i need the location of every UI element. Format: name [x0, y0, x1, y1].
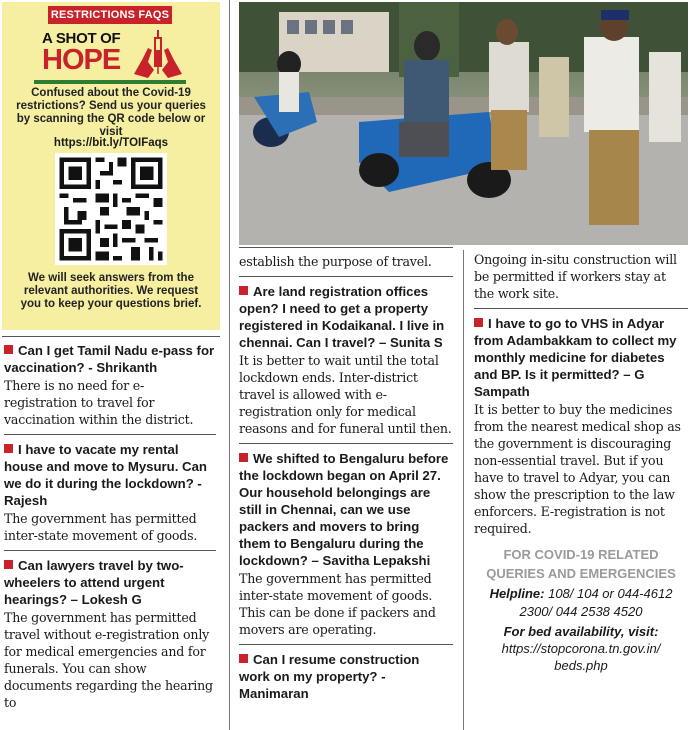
bullet-square-icon [239, 286, 248, 295]
column-rule [2, 336, 220, 337]
answer: The government has permitted inter-state movement of goods. [4, 511, 198, 543]
bullet-square-icon [4, 560, 13, 569]
bullet-square-icon [239, 453, 248, 462]
column-divider [229, 0, 230, 730]
question: I have to go to VHS in Adyar from Adambakkam to collect my monthly medicine for diabetes and BP. Is it permitted? – G Sampath [474, 316, 677, 399]
bullet-square-icon [239, 654, 248, 663]
faq-separator [239, 276, 453, 277]
vaccine-hands-icon [128, 30, 188, 80]
column-rule [239, 247, 453, 248]
beds-info [474, 623, 688, 674]
helpline-numbers: 108/ 104 or 044-4612 2300/ 044 2538 4520 [519, 586, 673, 619]
promo-divider [34, 80, 186, 84]
question: We shifted to Bengaluru before the lockdown began on April 27. Our household belongings are still in Chennai, can we use packers and movers to bring them to Bengaluru during the lockdown? – Savitha Lepakshi [239, 451, 449, 568]
helpline-heading: FOR COVID-19 RELATED QUERIES AND EMERGENCIES [486, 547, 676, 581]
beds-label: For bed availability, visit: [503, 624, 659, 639]
street-checkpoint-photo [239, 2, 688, 245]
promo-tag: RESTRICTIONS FAQS [48, 6, 172, 24]
promo-footer-text: We will seek answers from the relevant authorities. We request you to keep your questions brief. [20, 272, 202, 310]
answer: There is no need for e-registration to travel for vaccination within the district. [4, 378, 194, 427]
answer: The government has permitted inter-state movement of goods. This can be done if packers and movers are operating. [239, 571, 436, 637]
bullet-square-icon [474, 318, 483, 327]
faq-separator [239, 443, 453, 444]
answer: It is better to wait until the total lockdown ends. Inter-district travel is allowed with e-registration only for medical reasons and for funeral until then. [239, 353, 452, 436]
question: Can I get Tamil Nadu e-pass for vaccination? - Shrikanth [4, 343, 215, 375]
faq-separator [239, 644, 453, 645]
promo-title-line2: HOPE [42, 44, 121, 76]
qr-code-icon[interactable] [55, 153, 167, 265]
faq-separator [4, 434, 216, 435]
faq-column-1 [4, 342, 216, 711]
beds-url-link[interactable]: https://stopcorona.tn.gov.in/ beds.php [501, 641, 661, 673]
helpline-label: Helpline: [489, 586, 545, 601]
promo-intro-text: Confused about the Covid-19 restrictions? Send us your queries by scanning the QR code below or visit [16, 87, 206, 138]
question: Can I resume construction work on my property? - Manimaran [239, 652, 420, 701]
question: I have to vacate my rental house and move to Mysuru. Can we do it during the lockdown? - Rajesh [4, 442, 207, 508]
answer-continued: Ongoing in-situ construction will be permitted if workers stay at the work site. [474, 252, 677, 301]
faq-column-2 [239, 252, 453, 702]
question: Can lawyers travel by two-wheelers to attend urgent hearings? – Lokesh G [4, 558, 184, 607]
bullet-square-icon [4, 345, 13, 354]
faq-separator [474, 308, 688, 309]
answer: The government has permitted travel without e-registration only for medical emergencies and for funerals. You can show documents regarding the hearing to [4, 610, 213, 710]
column-divider [463, 250, 464, 730]
faq-column-3 [474, 250, 688, 674]
answer-continued: establish the purpose of travel. [239, 254, 432, 269]
faq-separator [4, 550, 216, 551]
bullet-square-icon [4, 444, 13, 453]
promo-url-link[interactable]: https://bit.ly/TOIFaqs [53, 137, 169, 149]
question: Are land registration offices open? I need to get a property registered in Kodaikanal. I live in chennai. Can I travel? – Sunita S [239, 284, 445, 350]
answer: It is better to buy the medicines from the nearest medical shop as the government is discouraging non-essential travel. But if you have to travel to Adyar, you can show the prescription to the law enforcers. E-registration is not required. [474, 402, 681, 536]
helpline-info [474, 585, 688, 621]
promo-title-line1: A SHOT OF [42, 30, 121, 47]
